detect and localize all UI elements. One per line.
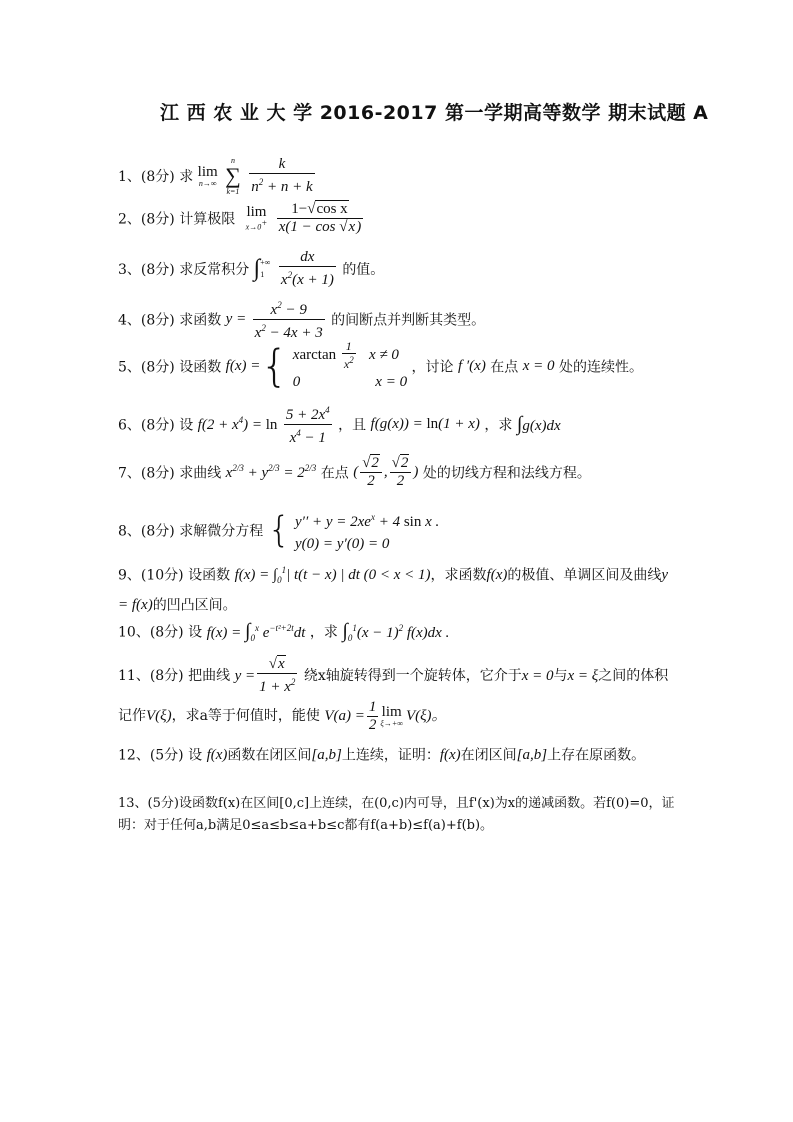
math-expr: ∫g(x)dx — [516, 413, 561, 435]
math-brace: { — [267, 509, 291, 551]
math-expr: y = — [234, 668, 256, 684]
math-fraction: $\frac{x^2 - 9}{x^2 - 4x + 3}$ — [253, 297, 325, 342]
question-text-after: ，且 — [338, 417, 367, 434]
question-text-after: 在点 — [490, 359, 519, 376]
math-expr: x = ξ — [567, 668, 599, 684]
question-text-after: ，讨论 — [411, 359, 454, 376]
question-text-after: 与 — [553, 668, 568, 684]
math-expr: f(x) = — [225, 358, 261, 374]
math-expr: y = — [225, 311, 247, 327]
question-label: 11、(8分) — [118, 668, 184, 684]
math-cases: $y'' + y = 2xe^x + 4$ sin x . y(0) = y′(0) = 0 — [295, 512, 440, 552]
math-lim: lim ξ→+∞ — [380, 703, 403, 728]
math-expr: [a,b] — [516, 747, 548, 763]
math-expr: V(a) = — [324, 708, 365, 724]
question-text-after: 函数在闭区间 — [227, 747, 312, 764]
question-text: 设函数 — [188, 567, 231, 584]
math-brace: { — [260, 340, 289, 392]
math-expr: $f(x) = \int_0^1|$ t(t − x) | dt (0 < x < 1) — [234, 565, 431, 585]
question-13 — [118, 793, 678, 837]
question-text: 设函数 — [179, 359, 222, 376]
question-text-after: ，求a等于何值时，能使 — [171, 708, 320, 724]
question-label: 1、(8分) — [118, 169, 175, 185]
question-label: 9、(10分) — [118, 567, 184, 584]
question-text-after: 的值。 — [342, 262, 385, 278]
math-expr: f(g(x)) = ln(1 + x) — [370, 416, 480, 432]
math-expr: y = f(x) — [118, 567, 669, 613]
math-expr: $\int_0^1(x - 1)^2$ f(x)dx . — [342, 620, 450, 643]
question-text: 设 — [179, 417, 194, 434]
math-expr: f ′(x) — [457, 358, 486, 374]
question-label: 6、(8分) — [118, 417, 175, 434]
math-lim: lim n→∞ — [197, 163, 218, 188]
math-expr: x = 0 — [521, 668, 554, 684]
math-fraction: $\frac{1}{2}$ — [368, 698, 377, 733]
question-text: 求 — [179, 169, 194, 185]
math-integral: ∫ — [253, 255, 261, 282]
math-fraction: $\frac{√2}{2}$ — [360, 455, 382, 490]
math-expr: x = 0 — [522, 358, 555, 374]
question-10 — [118, 620, 449, 643]
question-label: 8、(8分) — [118, 523, 175, 540]
question-label: 10、(8分) — [118, 624, 184, 641]
question-text-after: ，求函数 — [430, 567, 487, 584]
math-fraction: $\frac{k}{n^2 + n + k}$ — [251, 156, 313, 195]
question-text-after: ，求 — [484, 417, 513, 434]
question-text: 求反常积分 — [179, 262, 250, 278]
question-label: 4、(8分) — [118, 312, 175, 329]
question-label: 7、(8分) — [118, 465, 175, 482]
question-text-after: 在点 — [320, 465, 349, 482]
math-expr: $f(2 + x^4) = \ln$ — [197, 415, 278, 433]
math-fraction: $\frac{5 + 2x^4}{x^4 - 1}$ — [284, 402, 332, 447]
question-text-after: 的凹凸区间。 — [152, 597, 237, 614]
question-text-after: 处的切线方程和法线方程。 — [422, 465, 591, 482]
question-label: 12、(5分) — [118, 747, 184, 764]
math-lim: lim x→0+ — [245, 204, 268, 232]
question-9 — [118, 558, 678, 619]
question-text-after: ，求 — [309, 624, 338, 641]
question-label: 2、(8分) — [118, 211, 175, 228]
question-11: 11、(8分) 把曲线 y = $\frac{√x}{1 + x^2}$ 绕x轴旋转得到一个旋转体，它介于x = 0与x = ξ之间的体积记作V(ξ)，求a等于何值时，能使 V(a) = $\frac{1}{2}$ lim ξ→+∞ V(ξ)。 — [118, 656, 669, 733]
question-label: 3、(8分) — [118, 262, 175, 278]
math-cases: xarctan $\frac{1}{x^2}$ x ≠ 0 0 x = 0 — [292, 339, 408, 390]
math-fraction: $\frac{dx}{x^2(x + 1)}$ — [280, 249, 334, 288]
math-expr: f(x) — [206, 747, 228, 763]
math-fraction: $\frac{√2}{2}$ — [390, 455, 412, 490]
math-expr: ( — [353, 464, 359, 480]
question-text-after: 在闭区间 — [460, 747, 517, 764]
question-4 — [118, 297, 485, 342]
math-expr: f(x) — [486, 567, 508, 583]
question-text: 把曲线 — [188, 668, 231, 684]
question-12 — [118, 743, 678, 769]
question-8 — [118, 506, 439, 555]
question-text-after: 的极值、单调区间及曲线 — [507, 567, 662, 584]
question-text: 计算极限 — [179, 211, 236, 228]
math-expr: f(x) — [439, 747, 461, 763]
math-expr: $x^{2/3} + y^{2/3} = 2^{2/3}$ — [225, 463, 317, 481]
question-text: 设 — [188, 747, 203, 764]
question-text-after: 处的连续性。 — [558, 359, 643, 376]
question-text-after: 的间断点并判断其类型。 — [331, 312, 486, 329]
question-text: 求函数 — [179, 312, 222, 329]
question-text-after: 上存在原函数。 — [547, 747, 646, 764]
math-fraction: $\frac{√x}{1 + x^2}$ — [259, 656, 296, 695]
question-2 — [118, 201, 365, 236]
question-label: 13、(5分) — [118, 796, 179, 811]
question-text: 求曲线 — [179, 465, 222, 482]
question-5 — [118, 340, 643, 393]
math-integral-limits: +∞ 1 — [260, 258, 271, 279]
question-text-after: 之间的体积记作 — [118, 668, 669, 724]
math-expr: V(ξ) — [146, 708, 172, 724]
page-title: 江 西 农 业 大 学 2016-2017 第一学期高等数学 期末试题 A — [160, 102, 709, 124]
question-1 — [118, 156, 317, 196]
question-text-after: 绕x轴旋转得到一个旋转体，它介于 — [303, 668, 522, 684]
question-6 — [118, 402, 561, 447]
math-sum: n ∑ k=1 — [225, 156, 241, 196]
math-expr: [a,b] — [311, 747, 342, 763]
question-7: 7、(8分) 求曲线 $x^{2/3} + y^{2/3} = 2^{2/3}$ 在点 ( $\frac{√2}{2}$ , $\frac{√2}{2}$ ) 处的切线方程和法线方程。 — [118, 455, 591, 489]
question-text-after: 上连续，证明： — [341, 747, 440, 764]
question-3 — [118, 249, 384, 289]
question-text: 求解微分方程 — [179, 523, 264, 540]
question-text: 设函数f(x)在区间[0,c]上连续，在(0,c)内可导，且f'(x)为x的递减函数。若f(0)=0，证明：对于任何a,b满足0≤a≤b≤a+b≤c都有f(a+b)≤f(a)+f(b)。 — [118, 796, 675, 833]
math-expr: $f(x) = \int_0^x$ $e^{-t^2+2t}dt$ — [206, 620, 306, 643]
question-label: 5、(8分) — [118, 359, 175, 376]
question-text: 设 — [188, 624, 203, 641]
math-fraction: $\frac{\text{1−√cos x}}{x(1 - \cos √x)}$ — [278, 201, 362, 235]
